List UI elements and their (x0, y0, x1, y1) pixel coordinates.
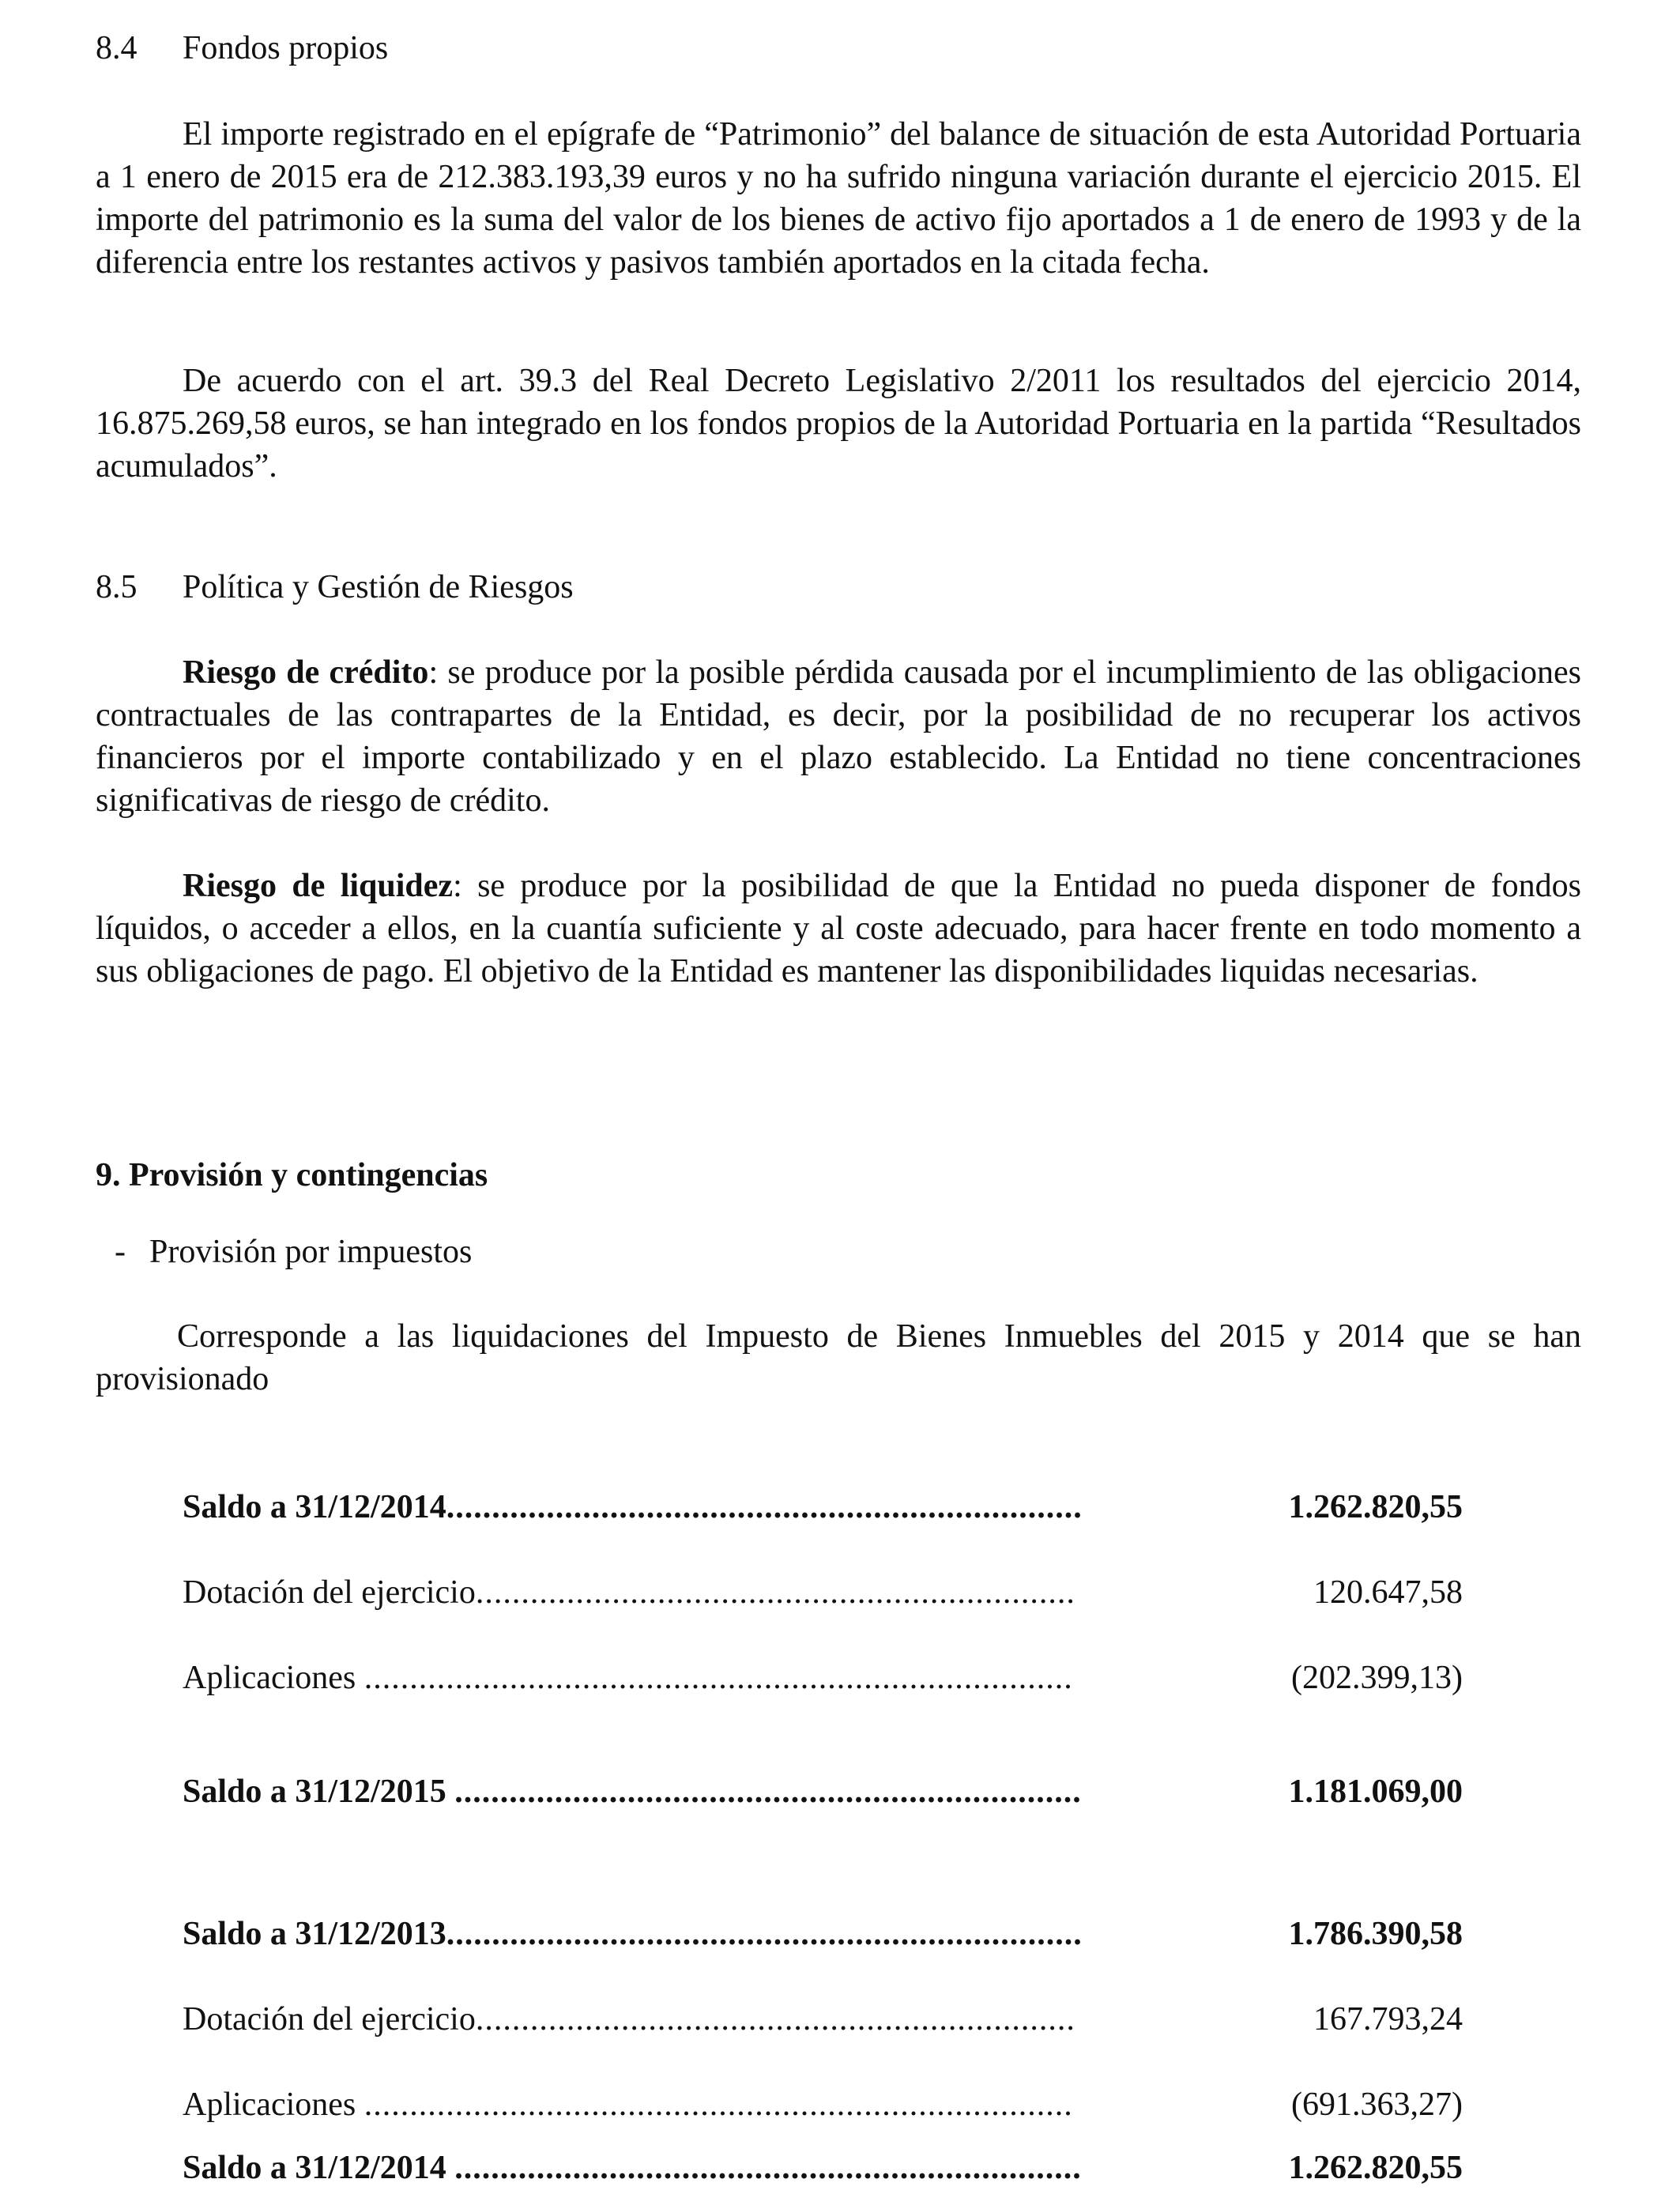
table-row (183, 1998, 1463, 2041)
row-leader: ..................................................................... (454, 1774, 1082, 1810)
row-amount: 1.262.820,55 (1288, 1489, 1463, 1525)
row-leader: .................................................................. (475, 2001, 1075, 2038)
row-label: Dotación del ejercicio (183, 1574, 476, 1611)
row-amount: (202.399,13) (1291, 1660, 1463, 1696)
liquidity-risk-term: Riesgo de liquidez (183, 868, 454, 904)
row-leader: .................................................................. (475, 1574, 1075, 1611)
row-amount: 167.793,24 (1313, 2001, 1463, 2038)
bullet-item (115, 1231, 472, 1273)
row-leader: .............................................................................. (363, 2087, 1073, 2123)
paragraph-resultados: De acuerdo con el art. 39.3 del Real Decreto Legislativo 2/2011 los resultados del ejercicio 2014, 16.875.269,58 euros, se han integrado en los fondos propios de la Autoridad Portuaria en la partida “Resultados acumulados”. (96, 363, 1581, 484)
row-leader: .............................................................................. (363, 1660, 1073, 1696)
section-heading-8-5 (96, 566, 574, 609)
paragraph-provision: Corresponde a las liquidaciones del Impuesto de Bienes Inmuebles del 2015 y 2014 que se han provisionado (96, 1318, 1581, 1397)
bullet-text: Provisión por impuestos (149, 1234, 473, 1270)
table-row (183, 1770, 1463, 1813)
row-label: Aplicaciones (183, 1660, 364, 1696)
table-row (183, 1913, 1463, 1955)
row-amount: 1.262.820,55 (1288, 2150, 1463, 2186)
row-leader: ...................................................................... (446, 1916, 1083, 1952)
row-label: Aplicaciones (183, 2087, 364, 2123)
section-number: 8.4 (96, 30, 137, 66)
credit-risk-term: Riesgo de crédito (183, 654, 429, 691)
row-label: Saldo a 31/12/2013 (183, 1916, 446, 1952)
row-amount: (691.363,27) (1291, 2087, 1463, 2123)
row-amount: 120.647,58 (1313, 1574, 1463, 1611)
bullet-dash: - (115, 1234, 126, 1270)
paragraph-patrimonio: El importe registrado en el epígrafe de “Patrimonio” del balance de situación de esta Autoridad Portuaria a 1 enero de 2015 era de 212.383.193,39 euros y no ha sufrido ninguna variación durante el ejercicio 2015. El importe del patrimonio es la suma del valor de los bienes de activo fijo aportados a 1 de enero de 1993 y de la diferencia entre los restantes activos y pasivos también aportados en la citada fecha. (96, 116, 1581, 281)
credit-risk-text: : se produce por la posible pérdida causada por el incumplimiento de las obligaciones contractuales de las contrapartes de la Entidad, es decir, por la posibilidad de no recuperar los activos financieros por el importe contabilizado y en el plazo establecido. La Entidad no tiene concentraciones significativas de riesgo de crédito. (96, 654, 1581, 819)
table-row (183, 1571, 1463, 1614)
section-number: 8.5 (96, 569, 137, 605)
liquidity-risk-text: : se produce por la posibilidad de que la Entidad no pueda disponer de fondos líquidos, o acceder a ellos, en la cuantía suficiente y al coste adecuado, para hacer frente en todo momento a sus obligaciones de pago. El objetivo de la Entidad es mantener las disponibilidades liquidas necesarias. (96, 868, 1581, 990)
row-amount: 1.181.069,00 (1288, 1774, 1463, 1810)
paragraph-liquidity-risk (96, 865, 1581, 993)
row-leader: ...................................................................... (446, 1489, 1083, 1525)
table-row (183, 1657, 1463, 1699)
row-amount: 1.786.390,58 (1288, 1916, 1463, 1952)
row-leader: ..................................................................... (454, 2150, 1082, 2186)
row-label: Saldo a 31/12/2014 (183, 2150, 455, 2186)
row-label: Dotación del ejercicio (183, 2001, 476, 2038)
section-title: Política y Gestión de Riesgos (183, 569, 574, 605)
section-heading-9: 9. Provisión y contingencias (96, 1157, 488, 1193)
table-row (183, 2147, 1463, 2189)
section-title: Fondos propios (183, 30, 389, 66)
document-page (96, 0, 1581, 2194)
table-row (183, 2083, 1463, 2126)
paragraph-credit-risk (96, 651, 1581, 822)
row-label: Saldo a 31/12/2015 (183, 1774, 455, 1810)
row-label: Saldo a 31/12/2014 (183, 1489, 446, 1525)
table-row (183, 1486, 1463, 1529)
section-heading-8-4 (96, 27, 388, 70)
